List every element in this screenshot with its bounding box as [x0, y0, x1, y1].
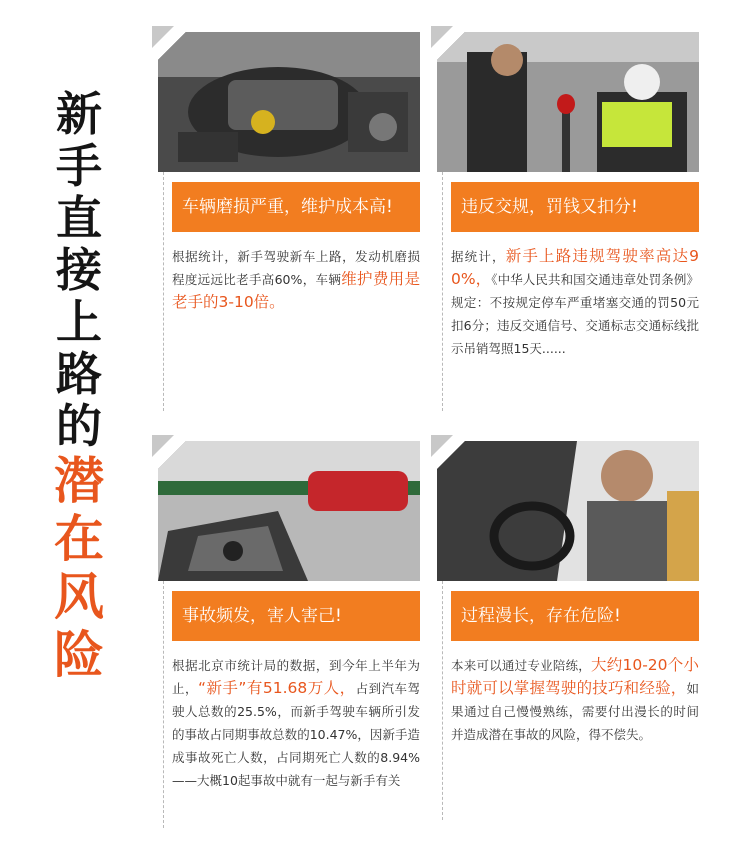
- title-char: 上: [56, 295, 102, 349]
- card-heading: 过程漫长，存在危险!: [451, 591, 699, 641]
- title-char: 直: [56, 191, 102, 245]
- card-corner: [431, 435, 453, 457]
- vertical-title: [38, 88, 120, 684]
- title-char: 新: [56, 87, 102, 141]
- card-vehicle-wear: [158, 32, 420, 417]
- car-crash-photo: [158, 441, 420, 581]
- title-highlight-char: 在: [54, 510, 104, 568]
- card-text: 据统计，新手上路违规驾驶率高达90%，《中华人民共和国交通违章处罚条例》规定：不按规定停车严重堵塞交通的罚50元扣6分；违反交通信号、交通标志交通标线批示吊销驾照15天......: [451, 247, 699, 356]
- card-text: 根据统计，新手驾驶新车上路，发动机磨损程度远远比老手高60%，车辆维护费用是老手的3-10倍。: [172, 249, 420, 311]
- card-accidents: [158, 441, 420, 834]
- title-highlight-char: 潜: [54, 452, 104, 510]
- card-heading: 车辆磨损严重，维护成本高!: [172, 182, 420, 232]
- title-char: 的: [56, 399, 102, 453]
- card-corner: [431, 26, 453, 48]
- card-traffic-violation: [437, 32, 699, 417]
- card-heading: 违反交规，罚钱又扣分!: [451, 182, 699, 232]
- card-corner: [152, 26, 174, 48]
- card-divider: [163, 172, 164, 411]
- title-char: 手: [56, 139, 102, 193]
- title-highlight-char: 风: [54, 568, 104, 626]
- card-long-process: [437, 441, 699, 826]
- title-highlight-char: 险: [54, 626, 104, 684]
- card-text: 本来可以通过专业陪练，大约10-20个小时就可以掌握驾驶的技巧和经验，如果通过自己慢慢熟练，需要付出漫长的时间并造成潜在事故的风险，得不偿失。: [451, 656, 699, 742]
- title-char: 路: [56, 347, 102, 401]
- driving-lesson-photo: [437, 441, 699, 581]
- car-engine-photo: [158, 32, 420, 172]
- card-divider: [442, 172, 443, 411]
- traffic-police-photo: [437, 32, 699, 172]
- card-divider: [163, 581, 164, 828]
- title-char: 接: [56, 243, 102, 297]
- card-divider: [442, 581, 443, 820]
- card-corner: [152, 435, 174, 457]
- card-heading: 事故频发，害人害己!: [172, 591, 420, 641]
- card-text: 根据北京市统计局的数据，到今年上半年为止，“新手”有51.68万人，占到汽车驾驶人总数的25.5%，而新手驾驶车辆所引发的事故占同期事故总数的10.47%，因新手造成事故死亡人数，占同期死亡人数的8.94%——大概10起事故中就有一起与新手有关: [172, 658, 420, 788]
